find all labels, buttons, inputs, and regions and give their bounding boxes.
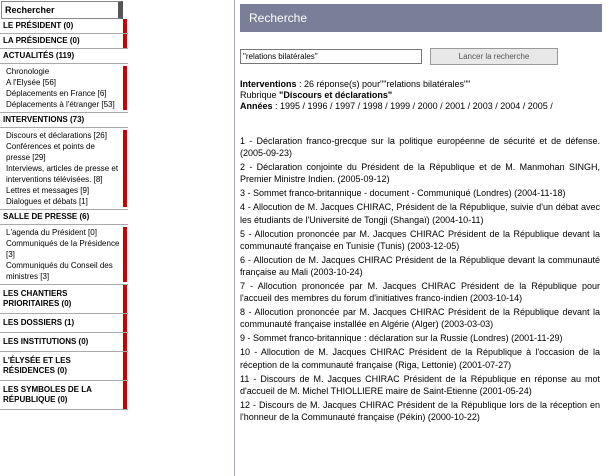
interventions-label: Interventions [240, 79, 297, 89]
section-elysee[interactable] [0, 352, 128, 381]
section-title[interactable]: ACTUALITÉS (119) [3, 51, 75, 60]
section-symboles[interactable] [0, 381, 128, 410]
annees-line [240, 101, 602, 112]
section-title[interactable]: LES DOSSIERS (1) [3, 318, 75, 327]
section-title[interactable]: LES CHANTIERS PRIORITAIRES (0) [3, 289, 72, 308]
sub-item[interactable]: Dialogues et débats [1] [6, 197, 88, 206]
result-item[interactable]: 7 - Allocution prononcée par M. Jacques CHIRAC Président de la République pour l'accueil des membres du forum d'initiatives franco-indien (2003-10-14) [240, 281, 600, 304]
sub-item[interactable]: Déplacements à l'étranger [53] [6, 100, 115, 109]
red-marker [123, 66, 127, 110]
red-marker [123, 285, 127, 313]
section-institutions[interactable] [0, 333, 128, 352]
sub-item[interactable]: Chronologie [6, 67, 50, 76]
section-title[interactable]: LA PRÉSIDENCE (0) [3, 36, 80, 45]
search-input[interactable] [240, 49, 422, 64]
result-item[interactable]: 10 - Allocution de M. Jacques CHIRAC Président de la République à l'occasion de la réception de la communauté française (Riga, Lettonie) (2001-07-27) [240, 347, 600, 370]
section-dossiers[interactable] [0, 314, 128, 333]
red-marker [123, 333, 127, 351]
section-title[interactable]: SALLE DE PRESSE (6) [3, 212, 90, 221]
red-marker [123, 19, 127, 33]
sub-item[interactable]: Lettres et messages [9] [6, 186, 90, 195]
section-title[interactable]: LE PRÉSIDENT (0) [3, 21, 74, 30]
red-marker [123, 314, 127, 332]
sub-item[interactable]: L'agenda du Président [0] [6, 228, 97, 237]
sub-item[interactable]: Déplacements en France [6] [6, 89, 107, 98]
red-marker [123, 381, 127, 409]
section-title[interactable]: LES SYMBOLES DE LA RÉPUBLIQUE (0) [3, 385, 92, 404]
annees-label: Années [240, 101, 273, 111]
results-summary [240, 79, 602, 112]
section-salle-de-presse [0, 210, 128, 285]
section-le-president[interactable] [0, 19, 128, 34]
sub-item[interactable]: A l'Elysée [56] [6, 78, 56, 87]
result-item[interactable]: 1 - Déclaration franco-grecque sur la politique européenne de sécurité et de défense. (2005-09-23) [240, 136, 600, 159]
result-item[interactable]: 5 - Allocution prononcée par M. Jacques CHIRAC Président de la République devant la communauté française en Tunisie (Tunis) (2003-12-05) [240, 228, 600, 251]
result-item[interactable]: 4 - Allocution de M. Jacques CHIRAC, Président de la République, suivie d'un débat avec les étudiants de l'Université de Tongji (Shangaï) (2004-10-11) [240, 202, 600, 225]
sub-list [0, 225, 128, 284]
section-chantiers[interactable] [0, 285, 128, 314]
result-item[interactable]: 9 - Sommet franco-britannique : déclaration sur la Russie (Londres) (2001-11-29) [240, 333, 563, 344]
results-list [240, 135, 600, 425]
section-la-presidence[interactable] [0, 34, 128, 49]
rubrique-value: "Discours et déclarations" [279, 90, 393, 100]
sub-item[interactable]: Discours et déclarations [26] [6, 131, 107, 140]
result-item[interactable]: 8 - Allocution prononcée par M. Jacques CHIRAC Président de la République devant la communauté française installée en Algérie (Alger) (2003-03-03) [240, 307, 600, 330]
red-marker [123, 34, 127, 48]
search-button[interactable]: Lancer la recherche [430, 48, 558, 65]
sub-item[interactable]: Conférences et points de presse [29] [6, 142, 95, 162]
main-content [234, 0, 608, 476]
red-marker [123, 130, 127, 207]
page-title: Recherche [249, 11, 308, 25]
sub-item[interactable]: Communiqués de la Présidence [3] [6, 239, 120, 259]
sub-item[interactable]: Communiqués du Conseil des ministres [3] [6, 261, 113, 281]
result-item[interactable]: 6 - Allocution de M. Jacques CHIRAC Président de la République devant la communauté française au Mali (2003-10-24) [240, 254, 600, 278]
sub-item[interactable]: Interviews, articles de presse et interventions télévisées. [8] [6, 164, 119, 184]
sidebar [0, 0, 128, 476]
red-marker [123, 352, 127, 380]
annees-value[interactable]: : 1995 / 1996 / 1997 / 1998 / 1999 / 2000 / 2001 / 2003 / 2004 / 2005 / [272, 101, 553, 111]
red-marker [123, 227, 127, 282]
rubrique-label: Rubrique [240, 90, 277, 100]
sub-list [0, 128, 128, 209]
section-title[interactable]: INTERVENTIONS (73) [3, 115, 85, 124]
result-item[interactable]: 11 - Discours de M. Jacques CHIRAC Président de la République en réponse au mot d'accueil de M. Michel THIOLLIERE maire de Saint-Etienne (2001-05-24) [240, 373, 600, 396]
interventions-line [240, 79, 602, 90]
section-actualites [0, 49, 128, 113]
search-heading[interactable]: Rechercher [1, 1, 123, 19]
section-title[interactable]: LES INSTITUTIONS (0) [3, 337, 89, 346]
result-item[interactable]: 12 - Discours de M. Jacques CHIRAC Président de la République lors de la réception en l'honneur de la Communauté française (Pékin) (2000-10-22) [240, 399, 600, 423]
sub-list [0, 64, 128, 112]
section-title[interactable]: L'ÉLYSÉE ET LES RÉSIDENCES (0) [3, 356, 71, 375]
section-interventions [0, 113, 128, 210]
page-header [240, 4, 602, 32]
result-item[interactable]: 2 - Déclaration conjointe du Président de la République et de M. Manmohan SINGH, Premier Ministre Indien. (2005-09-12) [240, 162, 600, 185]
rubrique-line [240, 90, 602, 101]
interventions-text: : 26 réponse(s) pour""relations bilatérales"" [296, 79, 471, 89]
result-item[interactable]: 3 - Sommet franco-britannique - document - Communiqué (Londres) (2004-11-18) [240, 188, 566, 199]
